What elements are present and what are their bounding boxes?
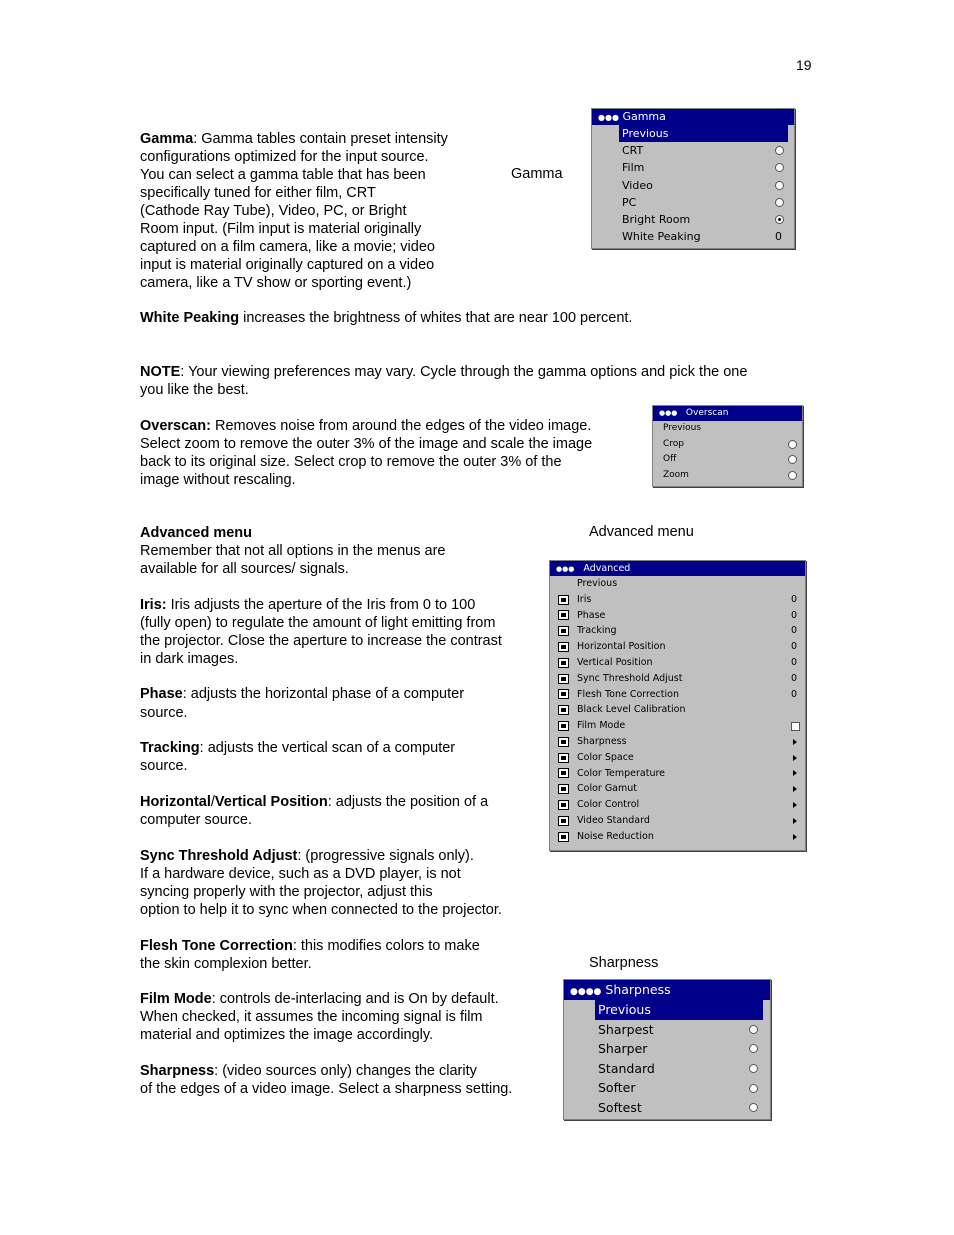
gamma-line: : Gamma tables contain preset intensity — [193, 131, 448, 147]
radio-button[interactable] — [775, 198, 784, 207]
menu-dots: ●●●● — [570, 987, 602, 997]
gamma-menu-header — [592, 109, 794, 125]
menu-item-label: Color Space — [577, 751, 634, 763]
color-space-icon — [558, 753, 569, 763]
tracking-line: : adjusts the vertical scan of a computer — [199, 740, 456, 756]
menu-item-horizontal-position[interactable] — [550, 639, 805, 655]
submenu-arrow-icon — [793, 834, 797, 840]
film-line: When checked, it assumes the incoming signal is film — [140, 1009, 483, 1025]
menu-item-label: Vertical Position — [577, 656, 653, 668]
film-line: material and optimizes the image accordingly. — [140, 1027, 434, 1043]
radio-button[interactable] — [775, 215, 784, 224]
menu-item-color-space[interactable] — [550, 750, 805, 766]
menu-dots: ●●● — [556, 565, 575, 573]
menu-item-iris[interactable] — [550, 592, 805, 608]
radio-button[interactable] — [749, 1025, 758, 1034]
menu-item-sharpness[interactable] — [550, 734, 805, 750]
menu-item-softer[interactable] — [564, 1078, 770, 1098]
flesh-paragraph — [140, 937, 540, 973]
menu-item-color-control[interactable] — [550, 797, 805, 813]
radio-button[interactable] — [788, 455, 797, 464]
position-term: Horizontal — [140, 794, 211, 810]
menu-item-label: Flesh Tone Correction — [577, 688, 679, 700]
radio-button[interactable] — [749, 1103, 758, 1112]
sharpness-term: Sharpness — [140, 1063, 215, 1079]
sync-line: syncing properly with the projector, adjust this — [140, 884, 433, 900]
sync-line: option to help it to sync when connected to the projector. — [140, 902, 502, 918]
menu-item-label: White Peaking — [622, 230, 701, 244]
menu-item-previous[interactable] — [619, 125, 788, 142]
note-term: NOTE — [140, 364, 181, 380]
menu-item-label: Bright Room — [622, 212, 691, 226]
menu-item-zoom[interactable] — [653, 468, 802, 484]
radio-button[interactable] — [775, 163, 784, 172]
sharpness-icon — [558, 737, 569, 747]
menu-item-label: Tracking — [577, 625, 617, 637]
overscan-line: Removes noise from around the edges of the video image. — [210, 418, 592, 434]
advanced-caption: Advanced menu — [589, 524, 694, 540]
noise-reduction-icon — [558, 832, 569, 842]
menu-item-standard[interactable] — [564, 1059, 770, 1079]
menu-item-value: 0 — [791, 641, 798, 653]
sharpness-paragraph — [140, 1062, 550, 1098]
menu-item-video[interactable] — [592, 177, 794, 194]
menu-item-color-gamut[interactable] — [550, 781, 805, 797]
menu-item-label: Standard — [598, 1060, 655, 1076]
overscan-line: back to its original size. Select crop to remove the outer 3% of the — [140, 454, 562, 470]
radio-button[interactable] — [775, 146, 784, 155]
menu-item-pc[interactable] — [592, 194, 794, 211]
iris-paragraph — [140, 596, 540, 668]
film-paragraph — [140, 990, 540, 1044]
submenu-arrow-icon — [793, 786, 797, 792]
menu-item-black-level-calibration[interactable] — [550, 702, 805, 718]
menu-item-phase[interactable] — [550, 608, 805, 624]
menu-item-label: Softer — [598, 1080, 636, 1096]
radio-button[interactable] — [788, 471, 797, 480]
position-term: Vertical Position — [214, 794, 328, 810]
menu-item-sync-threshold-adjust[interactable] — [550, 671, 805, 687]
sync-line: : (progressive signals only). — [297, 848, 474, 864]
submenu-arrow-icon — [793, 770, 797, 776]
gamma-line: captured on a film camera, like a movie; video — [140, 239, 435, 255]
position-line: : adjusts the position of a — [327, 794, 489, 810]
tracking-icon — [558, 626, 569, 636]
sync-term: Sync Threshold Adjust — [140, 848, 298, 864]
menu-item-label: Black Level Calibration — [577, 704, 686, 716]
menu-item-label: Video Standard — [577, 814, 650, 826]
menu-item-value: 0 — [791, 593, 798, 605]
iris-line: (fully open) to regulate the amount of light emitting from — [140, 615, 496, 631]
white-peaking-term: White Peaking — [140, 310, 240, 326]
menu-item-value: 0 — [791, 625, 798, 637]
advanced-menu-header — [550, 561, 805, 576]
menu-dots: ●●● — [598, 113, 619, 122]
menu-item-label: Crop — [663, 438, 685, 449]
menu-item-previous[interactable] — [550, 576, 805, 592]
video-standard-icon — [558, 816, 569, 826]
flesh-line: the skin complexion better. — [140, 956, 312, 972]
phase-icon — [558, 610, 569, 620]
flesh-term: Flesh Tone Correction — [140, 938, 293, 954]
overscan-term: Overscan: — [140, 418, 211, 434]
menu-item-label: Film Mode — [577, 720, 626, 732]
phase-line: source. — [140, 705, 188, 721]
sharpness-menu — [563, 979, 771, 1120]
menu-item-white-peaking[interactable] — [592, 228, 794, 245]
color-control-icon — [558, 800, 569, 810]
radio-button[interactable] — [775, 181, 784, 190]
menu-item-label: Horizontal Position — [577, 641, 666, 653]
menu-item-value: 0 — [791, 688, 798, 700]
menu-item-label: Previous — [663, 423, 702, 433]
gamma-line: specifically tuned for either film, CRT — [140, 185, 376, 201]
flesh-line: : this modifies colors to make — [292, 938, 480, 954]
menu-item-label: Noise Reduction — [577, 830, 654, 842]
tracking-line: source. — [140, 758, 188, 774]
menu-item-label: CRT — [622, 144, 644, 158]
iris-term: Iris: — [140, 597, 167, 613]
menu-title: Overscan — [685, 408, 729, 418]
position-paragraph — [140, 793, 540, 829]
checkbox[interactable] — [791, 722, 800, 731]
menu-item-color-temperature[interactable] — [550, 766, 805, 782]
menu-item-film-mode[interactable] — [550, 718, 805, 734]
film-mode-icon — [558, 721, 569, 731]
submenu-arrow-icon — [793, 818, 797, 824]
menu-item-vertical-position[interactable] — [550, 655, 805, 671]
menu-item-label: Previous — [598, 1002, 651, 1017]
menu-item-label: Softest — [598, 1099, 642, 1115]
flesh-tone-icon — [558, 689, 569, 699]
menu-item-label: Color Gamut — [577, 783, 638, 795]
overscan-line: image without rescaling. — [140, 472, 296, 488]
menu-item-label: PC — [622, 195, 637, 209]
radio-button[interactable] — [749, 1064, 758, 1073]
menu-item-label: Off — [663, 454, 677, 464]
menu-item-label: Sharpest — [598, 1021, 654, 1037]
menu-item-sharper[interactable] — [564, 1039, 770, 1059]
menu-item-flesh-tone-correction[interactable] — [550, 687, 805, 703]
menu-dots: ●●● — [659, 409, 678, 417]
menu-item-noise-reduction[interactable] — [550, 829, 805, 845]
menu-title: Advanced — [583, 563, 631, 574]
menu-item-crop[interactable] — [653, 437, 802, 453]
vertical-position-icon — [558, 658, 569, 668]
menu-item-video-standard[interactable] — [550, 813, 805, 829]
menu-title: Sharpness — [605, 982, 671, 997]
black-level-icon — [558, 705, 569, 715]
sharpness-caption: Sharpness — [589, 955, 659, 971]
menu-item-value: 0 — [791, 672, 798, 684]
advanced-paragraph — [140, 524, 540, 578]
phase-paragraph — [140, 685, 540, 722]
white-peaking-paragraph — [140, 309, 632, 327]
page-number: 19 — [796, 57, 812, 73]
gamma-caption: Gamma — [511, 166, 563, 182]
menu-item-label: Color Temperature — [577, 767, 666, 779]
submenu-arrow-icon — [793, 739, 797, 745]
gamma-paragraph — [140, 130, 500, 292]
iris-line: in dark images. — [140, 651, 239, 667]
color-gamut-icon — [558, 784, 569, 794]
sharpness-menu-header — [564, 980, 770, 1000]
menu-item-value: 0 — [791, 656, 798, 668]
menu-item-off[interactable] — [653, 452, 802, 468]
menu-item-label: Zoom — [663, 469, 689, 480]
menu-item-value: 0 — [775, 230, 782, 244]
advanced-menu — [549, 560, 806, 851]
gamma-line: input is material originally captured on a video — [140, 257, 435, 273]
menu-item-label: Color Control — [577, 799, 640, 811]
overscan-line: Select zoom to remove the outer 3% of the image and scale the image — [140, 436, 593, 452]
overscan-menu — [652, 405, 803, 487]
film-term: Film Mode — [140, 991, 212, 1007]
advanced-term: Advanced menu — [140, 525, 252, 541]
menu-item-label: Phase — [577, 609, 606, 621]
white-peaking-text: increases the brightness of whites that are near 100 percent. — [239, 310, 633, 326]
position-separator: / — [210, 794, 215, 810]
sync-paragraph — [140, 847, 550, 919]
menu-item-label: Film — [622, 161, 645, 175]
menu-item-sharpest[interactable] — [564, 1020, 770, 1040]
radio-button[interactable] — [749, 1084, 758, 1093]
iris-line: Iris adjusts the aperture of the Iris from 0 to 100 — [166, 597, 476, 613]
radio-button[interactable] — [788, 440, 797, 449]
gamma-line: camera, like a TV show or sporting event.) — [140, 275, 412, 291]
submenu-arrow-icon — [793, 802, 797, 808]
menu-item-label: Previous — [577, 578, 618, 589]
color-temperature-icon — [558, 768, 569, 778]
menu-item-label: Iris — [577, 593, 592, 605]
note-paragraph — [140, 363, 820, 399]
position-line: computer source. — [140, 812, 253, 828]
sync-line: If a hardware device, such as a DVD player, is not — [140, 866, 461, 882]
menu-item-label: Sync Threshold Adjust — [577, 672, 683, 684]
menu-item-label: Sharper — [598, 1041, 648, 1057]
advanced-line: available for all sources/ signals. — [140, 561, 349, 577]
sharpness-line: of the edges of a video image. Select a sharpness setting. — [140, 1081, 513, 1097]
gamma-term: Gamma — [140, 131, 194, 147]
sync-threshold-icon — [558, 674, 569, 684]
menu-item-softest[interactable] — [564, 1098, 770, 1118]
menu-item-value: 0 — [791, 609, 798, 621]
menu-title: Gamma — [622, 110, 666, 123]
tracking-term: Tracking — [140, 740, 200, 756]
film-line: : controls de-interlacing and is On by default. — [211, 991, 499, 1007]
iris-icon — [558, 595, 569, 605]
menu-item-previous[interactable] — [595, 1000, 763, 1020]
radio-button[interactable] — [749, 1044, 758, 1053]
gamma-line: You can select a gamma table that has been — [140, 167, 426, 183]
overscan-menu-header — [653, 406, 802, 421]
phase-line: : adjusts the horizontal phase of a computer — [182, 686, 465, 702]
gamma-menu — [591, 108, 795, 249]
sharpness-line: : (video sources only) changes the clarity — [214, 1063, 477, 1079]
note-line: you like the best. — [140, 382, 249, 398]
menu-item-tracking[interactable] — [550, 623, 805, 639]
menu-item-bright-room[interactable] — [592, 211, 794, 228]
submenu-arrow-icon — [793, 755, 797, 761]
tracking-paragraph — [140, 739, 540, 775]
overscan-paragraph — [140, 417, 640, 489]
menu-item-label: Sharpness — [577, 735, 627, 747]
gamma-line: (Cathode Ray Tube), Video, PC, or Bright — [140, 203, 407, 219]
horizontal-position-icon — [558, 642, 569, 652]
menu-item-film[interactable] — [592, 159, 794, 176]
phase-term: Phase — [140, 686, 183, 702]
note-line: : Your viewing preferences may vary. Cycle through the gamma options and pick the one — [180, 364, 748, 380]
iris-line: the projector. Close the aperture to increase the contrast — [140, 633, 502, 649]
gamma-line: Room input. (Film input is material originally — [140, 221, 422, 237]
menu-item-label: Previous — [622, 127, 669, 140]
menu-item-label: Video — [622, 178, 653, 192]
advanced-line: Remember that not all options in the menus are — [140, 543, 446, 559]
menu-item-previous[interactable] — [653, 421, 802, 437]
menu-item-crt[interactable] — [592, 142, 794, 159]
gamma-line: configurations optimized for the input source. — [140, 149, 429, 165]
